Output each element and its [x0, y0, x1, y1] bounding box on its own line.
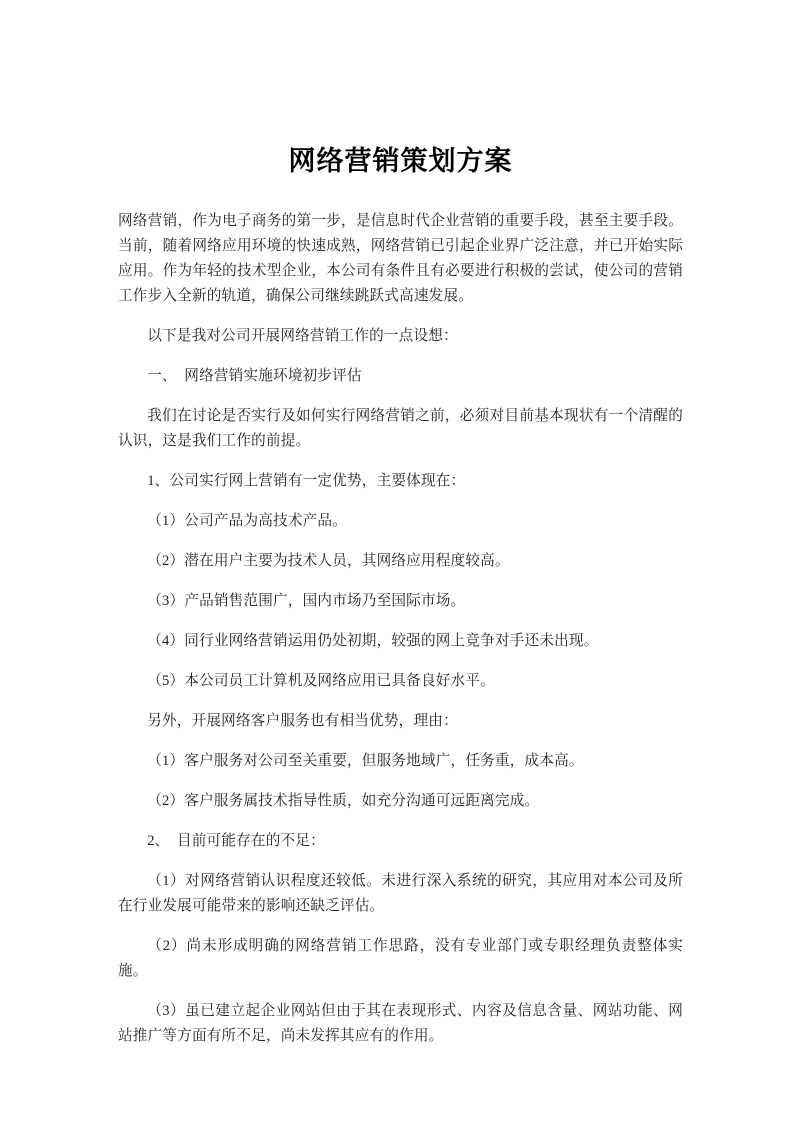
list-item-2-sub-1: （1）对网络营销认识程度还较低。未进行深入系统的研究，其应用对本公司及所在行业发展可能带来的影响还缺乏评估。	[118, 872, 683, 914]
list-item-1-extra-2: （2）客户服务属技术指导性质，如充分沟通可远距离完成。	[147, 792, 540, 809]
list-item-2-sub-2: （2）尚未形成明确的网络营销工作思路，没有专业部门或专职经理负责整体实施。	[118, 937, 683, 979]
list-item-2: 2、 目前可能存在的不足：	[147, 832, 325, 849]
list-item-1: 1、公司实行网上营销有一定优势，主要体现在：	[147, 472, 466, 489]
list-item-2-sub-3: （3）虽已建立起企业网站但由于其在表现形式、内容及信息含量、网站功能、网站推广等方面有所不足，尚未发挥其应有的作用。	[118, 1002, 683, 1044]
paragraph-intro: 网络营销，作为电子商务的第一步，是信息时代企业营销的重要手段，甚至主要手段。当前，随着网络应用环境的快速成熟，网络营销已引起企业界广泛注意，并已开始实际应用。作为年轻的技术型企业，本公司有条件且有必要进行积极的尝试，使公司的营销工作步入全新的轨道，确保公司继续跳跃式高速发展。	[118, 212, 683, 304]
list-item-1-sub-3: （3）产品销售范围广，国内市场乃至国际市场。	[147, 592, 466, 609]
list-item-1-sub-1: （1）公司产品为高技术产品。	[147, 512, 348, 529]
paragraph-preface-line: 以下是我对公司开展网络营销工作的一点设想：	[147, 327, 458, 344]
list-item-1-sub-5: （5）本公司员工计算机及网络应用已具备良好水平。	[147, 672, 495, 689]
page-title: 网络营销策划方案	[288, 146, 513, 176]
document-body	[118, 209, 683, 1049]
list-item-1-sub-4: （4）同行业网络营销运用仍处初期，较强的网上竞争对手还未出现。	[147, 632, 599, 649]
section-heading-1: 一、 网络营销实施环境初步评估	[147, 367, 362, 384]
paragraph-item-1-extra-lead: 另外，开展网络客户服务也有相当优势，理由：	[147, 712, 458, 729]
list-item-1-extra-1: （1）客户服务对公司至关重要，但服务地域广，任务重，成本高。	[147, 752, 584, 769]
list-item-1-sub-2: （2）潜在用户主要为技术人员，其网络应用程度较高。	[147, 552, 510, 569]
document-content-column	[118, 0, 683, 1064]
paragraph-section-1-lead: 我们在讨论是否实行及如何实行网络营销之前，必须对目前基本现状有一个清醒的认识，这是我们工作的前提。	[118, 407, 683, 449]
